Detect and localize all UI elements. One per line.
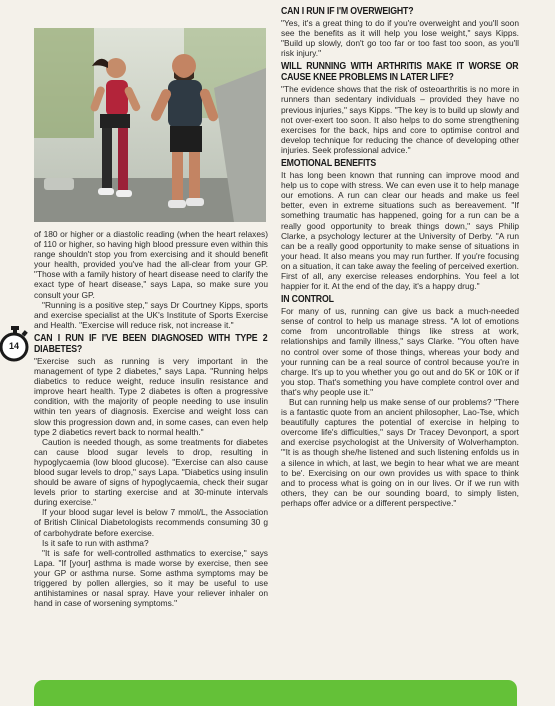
paragraph: of 180 or higher or a diastolic reading (when the heart relaxes) of 110 or higher, so having high blood pressure even within this range shouldn't stop you from exercising and it should benefit your health, provided you've had the all-clear from your GP. "Those with a family history of heart disease need to clarify the exact type of heart disease," says Lapa, so make sure you consult your GP. — [34, 229, 268, 300]
left-column — [34, 229, 268, 608]
runners-illustration — [34, 28, 266, 222]
heading-emotional-benefits: EMOTIONAL BENEFITS — [281, 158, 377, 170]
paragraph: "The evidence shows that the risk of osteoarthritis is no more in runners than sedentary individuals – provided they have no previous injuries," says Kipps. "The key is to build up slowly and not over-exert too soon. It also helps to do some strengthening exercises for the back, hips and core to optimise control and develop technique for reducing the chance of developing other injuries. Seek professional advice." — [281, 84, 519, 155]
paragraph: It has long been known that running can improve mood and help us to cope with stress. We can even use it to help manage our emotions. A run can clear our heads and make us feel better, even in extreme situations such as bereavement. "If something traumatic has happened, going for a run can be a really good opportunity to break things down," says Philip Clarke, a psychology lecturer at the University of Derby. "A run can be a really good opportunity to make sense of situations in your head. It also means you may run further. If you're focusing on a situation, it can take away the feeling of perceived exertion. First of all, any exercise releases endorphins. You feel a lot happier for it. At the end of the day, it's a happy drug." — [281, 170, 519, 292]
paragraph: "Yes, it's a great thing to do if you're overweight and you'll soon see the benefits as it will help you lose weight," says Kipps. "Build up slowly, don't go too far or too fast too soon, as you'll risk injury." — [281, 18, 519, 59]
heading-diabetes: CAN I RUN IF I'VE BEEN DIAGNOSED WITH TYPE 2 DIABETES? — [34, 332, 268, 355]
footer-bar — [34, 680, 517, 706]
paragraph: But can running help us make sense of our problems? "There is a fantastic quote from an ancient philosopher, Lao-Tse, which beautifully captures the potential of exercise in helping to overcome life's difficulties," says Dr Tracey Devonport, a sport and exercise psychologist at the University of Wolverhampton. "'It is as though she/he listened and such listening enfolds us in a silence in which, at last, we begin to hear what we are meant to be'. Exercising on our own provides us with space to think and to process what is going on in our lives. Or if we run with others, they can be our sounding board, to simply listen, perhaps offer advice or a different perspective." — [281, 397, 519, 508]
paragraph: "Exercise such as running is very important in the management of type 2 diabetes," says Lapa. "Running helps diabetics to reduce weight, reduce insulin resistance and improve heart health. Type 2 diabetes is often a progressive condition, with the majority of people needing to use insulin within ten years of diagnosis. Exercise and weight loss can slow this progression down and, in some cases, can even help type 2 diabetics revert back to normal health." — [34, 355, 268, 437]
right-column — [281, 6, 519, 508]
paragraph: For many of us, running can give us back a much-needed sense of control to help us manage stress. "A lot of emotions come from uncontrollable things like stress at work, relationships and family illness," says Clarke. "You often have no control over some of those things, whereas your body and your running can be a real source of control because you're in charge. It's up to you whether you go out and do 5K or 10K or if you stop. That's something you have complete control over and that's why people use it." — [281, 306, 519, 397]
heading-arthritis: WILL RUNNING WITH ARTHRITIS MAKE IT WORSE OR CAUSE KNEE PROBLEMS IN LATER LIFE? — [281, 61, 519, 84]
heading-overweight: CAN I RUN IF I'M OVERWEIGHT? — [281, 6, 414, 17]
page-number-badge — [0, 326, 30, 362]
paragraph: "Running is a positive step," says Dr Courtney Kipps, sports and exercise specialist at the UK's Institute of Sports Exercise and Health. "Exercise will reduce risk, not increase it." — [34, 299, 268, 330]
page-number: 14 — [8, 341, 19, 351]
heading-in-control: IN CONTROL — [281, 294, 334, 306]
paragraph: "It is safe for well-controlled asthmatics to exercise," says Lapa. "If [your] asthma is made worse by exercise, then see your GP or asthma nurse. Some asthma symptoms may be triggered by pollen allergies, so it may be useful to use antihistamines or nasal spray. Have your reliever inhaler on hand in case of worsening symptoms." — [34, 547, 268, 609]
paragraph: Caution is needed though, as some treatments for diabetes can cause blood sugar levels to drop, resulting in hypoglycaemia (low blood glucose). "Exercise can also cause blood sugar levels to drop," says Lapa. "Diabetics using insulin should be aware of signs of hypoglycaemia, check their sugar levels prior to starting exercise and at 30-minute intervals during exercise." — [34, 436, 268, 508]
paragraph-question: Is it safe to run with asthma? — [42, 537, 149, 548]
paragraph: If your blood sugar level is below 7 mmol/L, the Association of British Clinical Diabetologists recommends consuming 30 g of carbohydrate before exercise. — [34, 507, 268, 538]
photo-runners — [34, 28, 266, 222]
